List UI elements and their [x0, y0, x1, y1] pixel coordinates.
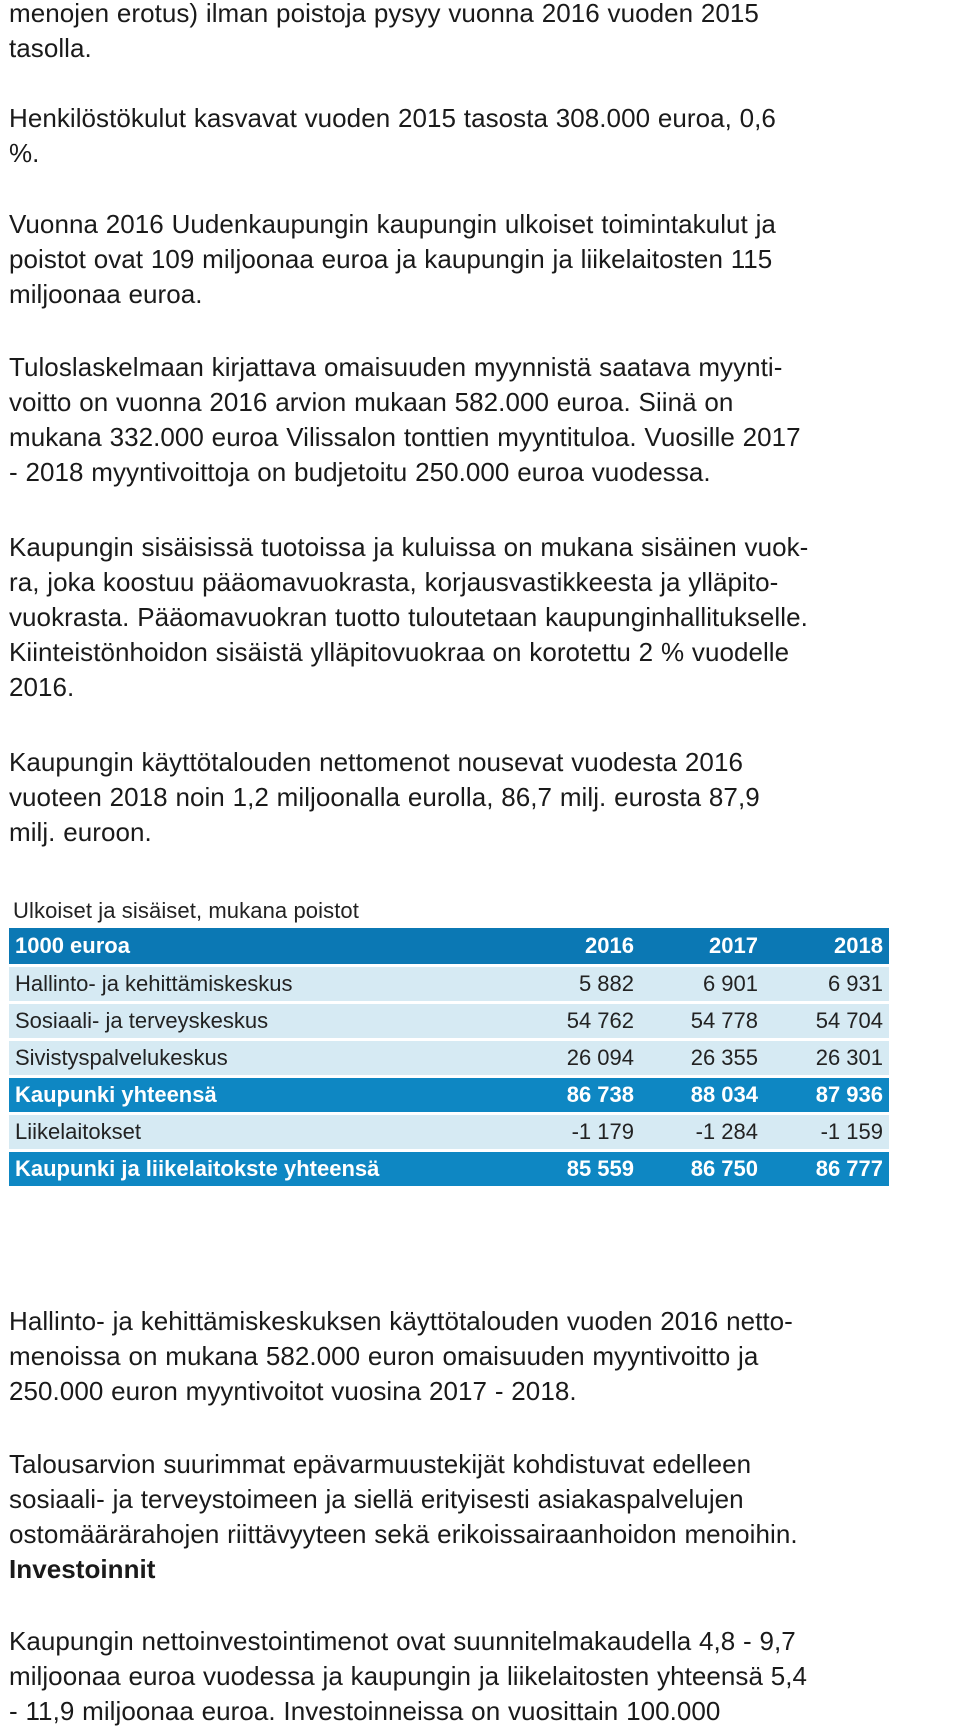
paragraph: [9, 101, 776, 171]
table-row: [9, 966, 889, 1003]
text-line: Kaupungin sisäisissä tuotoissa ja kuluissa on mukana sisäinen vuok-: [9, 532, 809, 562]
table-cell: 86 777: [764, 1151, 889, 1188]
text-line: menojen erotus) ilman poistoja pysyy vuonna 2016 vuoden 2015: [9, 0, 759, 28]
text-line: vuokrasta. Pääomavuokran tuotto tuloutetaan kaupunginhallitukselle.: [9, 602, 808, 632]
table-cell: 88 034: [640, 1077, 764, 1114]
text-line: miljoonaa euroa.: [9, 279, 203, 309]
table-total-row: [9, 1151, 889, 1188]
text-line: vuoteen 2018 noin 1,2 miljoonalla eurolla, 86,7 milj. eurosta 87,9: [9, 782, 760, 812]
row-label: Sivistyspalvelukeskus: [9, 1040, 514, 1077]
paragraph: [9, 1624, 807, 1729]
table-cell: 6 901: [640, 966, 764, 1003]
paragraph: [9, 530, 808, 705]
row-label: Hallinto- ja kehittämiskeskus: [9, 966, 514, 1003]
paragraph: [9, 1304, 793, 1409]
text-line: Kaupungin nettoinvestointimenot ovat suunnitelmakaudella 4,8 - 9,7: [9, 1626, 796, 1656]
financial-table: [9, 928, 889, 1189]
table-header-row: [9, 928, 889, 966]
text-line: Tuloslaskelmaan kirjattava omaisuuden myynnistä saatava myynti-: [9, 352, 783, 382]
text-line: 2016.: [9, 672, 75, 702]
table-cell: 54 704: [764, 1003, 889, 1040]
table-cell: 26 301: [764, 1040, 889, 1077]
table-cell: 26 355: [640, 1040, 764, 1077]
text-line: 250.000 euron myyntivoitot vuosina 2017 - 2018.: [9, 1376, 577, 1406]
table-cell: 86 738: [514, 1077, 640, 1114]
text-line: poistot ovat 109 miljoonaa euroa ja kaupungin ja liikelaitosten 115: [9, 244, 773, 274]
paragraph: [9, 0, 759, 66]
table-cell: 54 762: [514, 1003, 640, 1040]
table-cell: -1 284: [640, 1114, 764, 1151]
paragraph: [9, 350, 801, 490]
text-line: voitto on vuonna 2016 arvion mukaan 582.000 euroa. Siinä on: [9, 387, 734, 417]
table-title: Ulkoiset ja sisäiset, mukana poistot: [13, 898, 359, 923]
paragraph: [9, 745, 760, 850]
header-cell: 2016: [514, 928, 640, 966]
section-heading: Investoinnit: [9, 1554, 156, 1584]
table-row: [9, 1114, 889, 1151]
table-cell: -1 179: [514, 1114, 640, 1151]
text-line: - 2018 myyntivoittoja on budjetoitu 250.000 euroa vuodessa.: [9, 457, 711, 487]
text-line: tasolla.: [9, 33, 92, 63]
text-line: milj. euroon.: [9, 817, 152, 847]
table-row: [9, 1003, 889, 1040]
text-line: mukana 332.000 euroa Vilissalon tonttien myyntituloa. Vuosille 2017: [9, 422, 801, 452]
row-label: Kaupunki ja liikelaitokste yhteensä: [9, 1151, 514, 1188]
table-cell: 54 778: [640, 1003, 764, 1040]
text-line: Kiinteistönhoidon sisäistä ylläpitovuokraa on korotettu 2 % vuodelle: [9, 637, 790, 667]
financial-table-block: [9, 897, 889, 1189]
paragraph: [9, 1447, 798, 1587]
table-cell: 85 559: [514, 1151, 640, 1188]
text-line: %.: [9, 138, 40, 168]
text-line: Henkilöstökulut kasvavat vuoden 2015 tasosta 308.000 euroa, 0,6: [9, 103, 776, 133]
text-line: - 11,9 miljoonaa euroa. Investoinneissa on vuosittain 100.000: [9, 1696, 721, 1726]
row-label: Sosiaali- ja terveyskeskus: [9, 1003, 514, 1040]
text-line: Hallinto- ja kehittämiskeskuksen käyttötalouden vuoden 2016 netto-: [9, 1306, 793, 1336]
table-cell: 26 094: [514, 1040, 640, 1077]
table-cell: 6 931: [764, 966, 889, 1003]
text-line: Kaupungin käyttötalouden nettomenot nousevat vuodesta 2016: [9, 747, 743, 777]
text-line: menoissa on mukana 582.000 euron omaisuuden myyntivoitto ja: [9, 1341, 759, 1371]
row-label: Liikelaitokset: [9, 1114, 514, 1151]
header-cell: 2018: [764, 928, 889, 966]
table-cell: -1 159: [764, 1114, 889, 1151]
text-line: miljoonaa euroa vuodessa ja kaupungin ja liikelaitosten yhteensä 5,4: [9, 1661, 808, 1691]
header-cell: 1000 euroa: [9, 928, 514, 966]
row-label: Kaupunki yhteensä: [9, 1077, 514, 1114]
text-line: Vuonna 2016 Uudenkaupungin kaupungin ulkoiset toimintakulut ja: [9, 209, 776, 239]
paragraph: [9, 207, 776, 312]
text-line: ostomäärärahojen riittävyyteen sekä erikoissairaanhoidon menoihin.: [9, 1519, 798, 1549]
table-cell: 87 936: [764, 1077, 889, 1114]
table-row: [9, 1040, 889, 1077]
table-total-row: [9, 1077, 889, 1114]
header-cell: 2017: [640, 928, 764, 966]
table-cell: 5 882: [514, 966, 640, 1003]
table-cell: 86 750: [640, 1151, 764, 1188]
text-line: sosiaali- ja terveystoimeen ja siellä erityisesti asiakaspalvelujen: [9, 1484, 744, 1514]
text-line: Talousarvion suurimmat epävarmuustekijät kohdistuvat edelleen: [9, 1449, 752, 1479]
text-line: ra, joka koostuu pääomavuokrasta, korjausvastikkeesta ja ylläpito-: [9, 567, 779, 597]
